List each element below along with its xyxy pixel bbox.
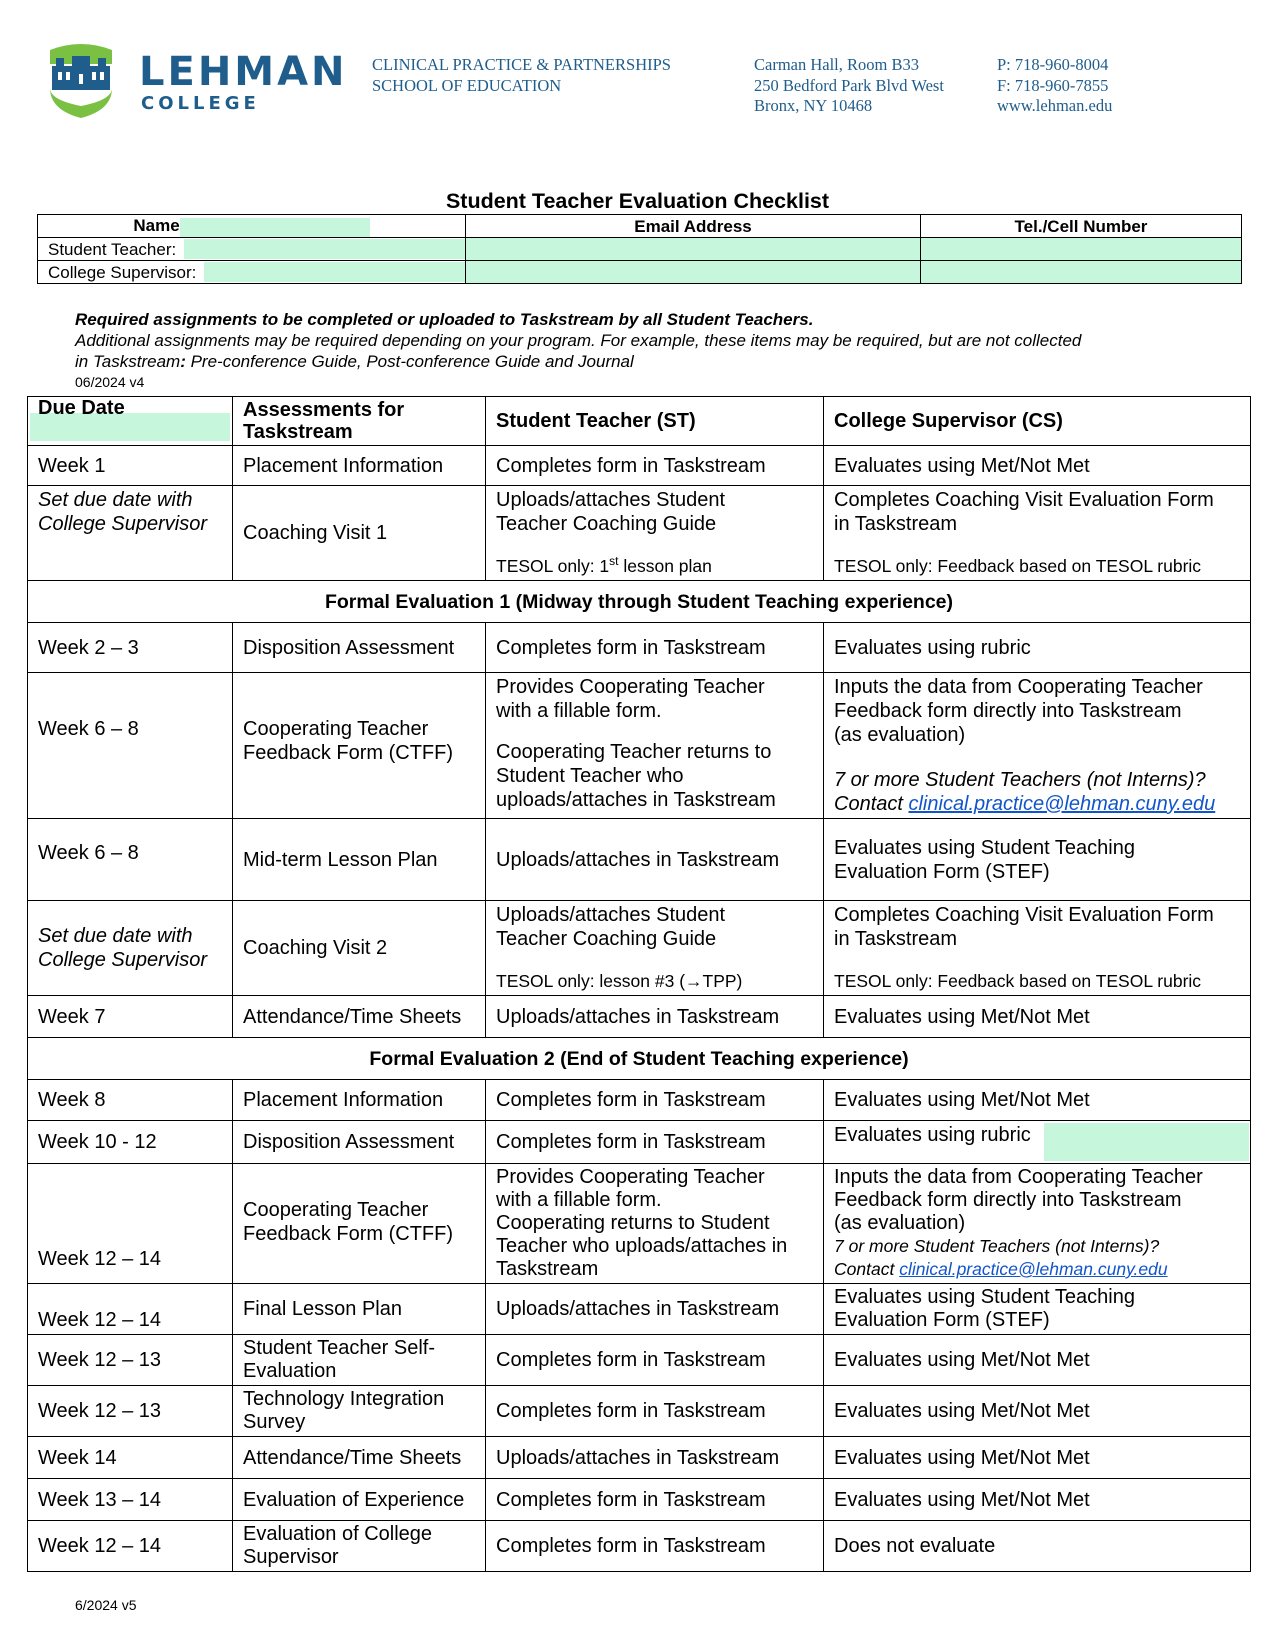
student-teacher-cell: Uploads/attaches in Taskstream [486,1284,824,1335]
page-title: Student Teacher Evaluation Checklist [445,189,830,213]
clinical-practice-email-link[interactable]: clinical.practice@lehman.cuny.edu [899,1259,1168,1279]
assessments-header: Assessments for Taskstream [233,397,486,446]
due-date-cell: Week 1 [28,446,233,486]
school-line: SCHOOL OF EDUCATION [372,75,562,95]
college-supervisor-cell: Inputs the data from Cooperating Teacher Feedback form directly into Taskstream (as evaluation) 7 or more Student Teachers (not Interns)? Contact clinical.practice@lehman.cuny.edu [824,1164,1251,1284]
due-date-cell: Week 14 [28,1437,233,1479]
college-supervisor-header: College Supervisor (CS) [824,397,1251,446]
college-supervisor-phone-field[interactable] [921,261,1242,284]
student-teacher-label: Student Teacher: [48,239,177,259]
evaluation-checklist-table [27,396,1251,1572]
student-teacher-cell: Completes form in Taskstream [486,623,824,673]
college-supervisor-email-field[interactable] [466,261,921,284]
table-row [28,1521,1251,1572]
assessment-cell: Coaching Visit 1 [233,486,486,581]
contact-block [997,55,1112,117]
assessment-cell: Mid-term Lesson Plan [233,819,486,901]
table-row [28,1284,1251,1335]
assessment-cell: Coaching Visit 2 [233,901,486,996]
required-note: Required assignments to be completed or uploaded to Taskstream by all Student Teachers. [75,310,814,329]
college-supervisor-cell: Completes Coaching Visit Evaluation Form in Taskstream TESOL only: Feedback based on TESOL rubric [824,901,1251,996]
address-line-2: 250 Bedford Park Blvd West [754,75,944,95]
college-supervisor-cell: Evaluates using Met/Not Met [824,1386,1251,1437]
assessment-cell: Disposition Assessment [233,623,486,673]
name-header-fill [180,218,370,237]
table-row [28,446,1251,486]
formal-evaluation-1-heading: Formal Evaluation 1 (Midway through Student Teaching experience) [28,581,1251,623]
table-row [28,1437,1251,1479]
due-date-cell: Week 8 [28,1080,233,1121]
student-teacher-cell: Uploads/attaches in Taskstream [486,996,824,1038]
assessment-cell: Evaluation of College Supervisor [233,1521,486,1572]
table-header-row [28,397,1251,446]
college-supervisor-label: College Supervisor: [48,262,197,282]
address-block [754,55,944,117]
due-date-cell: Set due date with College Supervisor [28,901,233,996]
table-row [28,1335,1251,1386]
assessment-cell: Attendance/Time Sheets [233,996,486,1038]
student-teacher-cell: Completes form in Taskstream [486,1386,824,1437]
assessment-cell: Cooperating Teacher Feedback Form (CTFF) [233,673,486,819]
table-row [28,486,1251,581]
table-row [28,1164,1251,1284]
student-teacher-cell: Uploads/attaches in Taskstream [486,819,824,901]
due-date-cell: Week 12 – 14 [28,1284,233,1335]
lehman-wordmark [139,50,348,114]
contact-table [37,214,1242,284]
due-date-cell: Week 12 – 14 [28,1164,233,1284]
assessment-cell: Attendance/Time Sheets [233,1437,486,1479]
due-date-header: Due Date [28,397,233,446]
section-heading-row [28,1038,1251,1080]
assessment-cell: Placement Information [233,1080,486,1121]
additional-note-line2: in Taskstream: Pre-conference Guide, Post-conference Guide and Journal [75,352,634,371]
due-date-cell: Week 13 – 14 [28,1479,233,1521]
assessment-cell: Disposition Assessment [233,1121,486,1164]
version-label-bottom: 6/2024 v5 [75,1597,137,1613]
table-row [28,1386,1251,1437]
table-row [28,819,1251,901]
table-row [28,673,1251,819]
fax-number: F: 718-960-7855 [997,75,1109,95]
website-link[interactable]: www.lehman.edu [997,96,1113,115]
wordmark-lehman: LEHMAN [139,49,348,95]
table-row [28,901,1251,996]
name-header: Name [38,215,466,238]
table-row [28,1080,1251,1121]
phone-number: P: 718-960-8004 [997,55,1109,74]
college-supervisor-cell: Evaluates using Student Teaching Evaluation Form (STEF) [824,1284,1251,1335]
student-teacher-cell: Completes form in Taskstream [486,1335,824,1386]
student-teacher-cell: Completes form in Taskstream [486,1479,824,1521]
college-supervisor-cell: Evaluates using Met/Not Met [824,996,1251,1038]
formal-evaluation-2-heading: Formal Evaluation 2 (End of Student Teaching experience) [28,1038,1251,1080]
phone-header: Tel./Cell Number [921,215,1242,238]
due-date-cell: Week 7 [28,996,233,1038]
assessment-cell: Technology Integration Survey [233,1386,486,1437]
due-date-cell: Week 12 – 14 [28,1521,233,1572]
due-date-cell: Week 12 – 13 [28,1335,233,1386]
table-row [28,623,1251,673]
table-row [28,1479,1251,1521]
section-heading-row [28,581,1251,623]
assessment-cell: Placement Information [233,446,486,486]
table-row [28,996,1251,1038]
assessment-cell: Student Teacher Self- Evaluation [233,1335,486,1386]
due-date-cell: Week 6 – 8 [28,673,233,819]
address-line-1: Carman Hall, Room B33 [754,55,919,74]
due-date-cell: Week 2 – 3 [28,623,233,673]
student-teacher-cell: Uploads/attaches in Taskstream [486,1437,824,1479]
department-line: CLINICAL PRACTICE & PARTNERSHIPS [372,55,671,74]
student-teacher-phone-field[interactable] [921,238,1242,261]
college-supervisor-cell: Does not evaluate [824,1521,1251,1572]
instructions [75,309,1225,372]
student-teacher-cell: Uploads/attaches Student Teacher Coaching Guide TESOL only: 1st lesson plan [486,486,824,581]
college-supervisor-cell: Completes Coaching Visit Evaluation Form in Taskstream TESOL only: Feedback based on TESOL rubric [824,486,1251,581]
student-teacher-cell: Completes form in Taskstream [486,1121,824,1164]
student-teacher-email-field[interactable] [466,238,921,261]
student-teacher-cell: Completes form in Taskstream [486,1080,824,1121]
student-teacher-cell: Completes form in Taskstream [486,446,824,486]
student-teacher-cell: Provides Cooperating Teacher with a fillable form. Cooperating returns to Student Teacher who uploads/attaches in Taskstream [486,1164,824,1284]
college-supervisor-name-field[interactable] [38,261,466,284]
assessment-cell: Cooperating Teacher Feedback Form (CTFF) [233,1164,486,1284]
rubric-fill-field[interactable] [1044,1123,1249,1161]
due-date-cell: Week 10 - 12 [28,1121,233,1164]
due-date-cell: Week 6 – 8 [28,819,233,901]
address-line-3: Bronx, NY 10468 [754,96,873,115]
college-supervisor-cell: Evaluates using Student Teaching Evaluation Form (STEF) [824,819,1251,901]
version-label-top: 06/2024 v4 [75,374,145,390]
college-supervisor-cell: Evaluates using Met/Not Met [824,1335,1251,1386]
clinical-practice-email-link[interactable]: clinical.practice@lehman.cuny.edu [908,793,1216,815]
college-supervisor-cell: Evaluates using Met/Not Met [824,446,1251,486]
student-teacher-cell: Uploads/attaches Student Teacher Coaching Guide TESOL only: lesson #3 (→TPP) [486,901,824,996]
college-supervisor-cell: Evaluates using rubric [824,1121,1251,1164]
college-supervisor-cell: Evaluates using rubric [824,623,1251,673]
department-block [372,55,671,96]
student-teacher-cell: Completes form in Taskstream [486,1521,824,1572]
college-supervisor-cell: Inputs the data from Cooperating Teacher Feedback form directly into Taskstream (as evaluation) 7 or more Student Teachers (not Interns)? Contact clinical.practice@lehman.cuny.edu [824,673,1251,819]
assessment-cell: Final Lesson Plan [233,1284,486,1335]
college-supervisor-cell: Evaluates using Met/Not Met [824,1479,1251,1521]
due-date-cell: Week 12 – 13 [28,1386,233,1437]
due-date-cell: Set due date with College Supervisor [28,486,233,581]
assessment-cell: Evaluation of Experience [233,1479,486,1521]
additional-note: Additional assignments may be required depending on your program. For example, these items may be required, but are not collected [75,331,1082,350]
table-row [28,1121,1251,1164]
email-header: Email Address [466,215,921,238]
student-teacher-name-field[interactable] [38,238,466,261]
student-teacher-cell: Provides Cooperating Teacher with a fillable form. Cooperating Teacher returns to Student Teacher who uploads/attaches in Taskstream [486,673,824,819]
college-supervisor-cell: Evaluates using Met/Not Met [824,1080,1251,1121]
college-supervisor-cell: Evaluates using Met/Not Met [824,1437,1251,1479]
student-teacher-header: Student Teacher (ST) [486,397,824,446]
wordmark-college: COLLEGE [141,93,260,114]
lehman-college-logo-icon [46,44,116,118]
